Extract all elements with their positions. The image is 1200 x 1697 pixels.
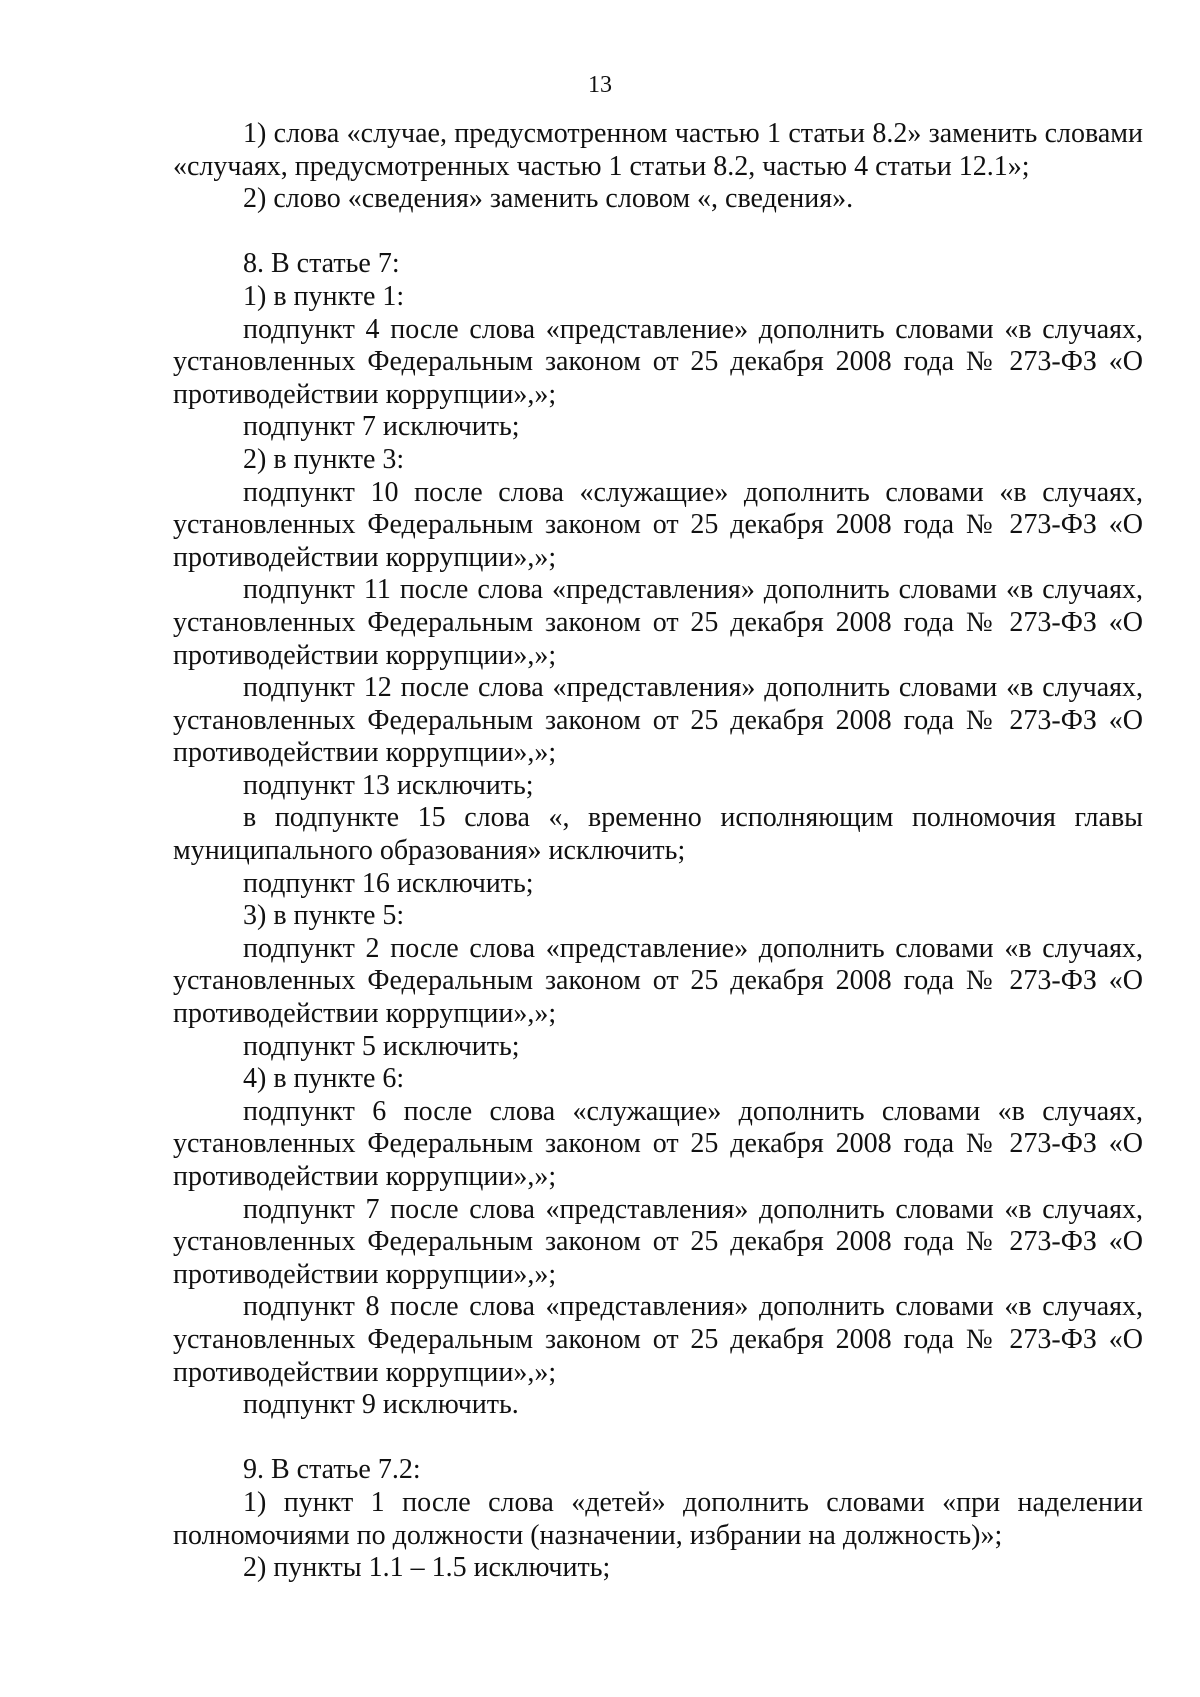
section-heading: 9. В статье 7.2: (243, 1454, 421, 1486)
paragraph: подпункт 6 после слова «служащие» дополнить словами «в случаях, установленных Федеральным законом от 25 декабря 2008 года № 273-ФЗ «О противодействии коррупции»,»; (173, 1095, 1143, 1192)
paragraph: подпункт 16 исключить; (243, 867, 534, 899)
paragraph: подпункт 10 после слова «служащие» дополнить словами «в случаях, установленных Федеральным законом от 25 декабря 2008 года № 273-ФЗ «О противодействии коррупции»,»; (173, 476, 1143, 573)
paragraph: подпункт 2 после слова «представление» дополнить словами «в случаях, установленных Федеральным законом от 25 декабря 2008 года № 273-ФЗ «О противодействии коррупции»,»; (173, 932, 1143, 1030)
paragraph: 2) пункты 1.1 – 1.5 исключить; (243, 1552, 611, 1584)
paragraph: 3) в пункте 5: (243, 900, 405, 932)
document-body (173, 118, 1143, 1585)
paragraph: 1) в пункте 1: (243, 280, 405, 312)
paragraph: в подпункте 15 слова «, временно исполняющим полномочия главы муниципального образования» исключить; (173, 802, 1143, 867)
paragraph: подпункт 13 исключить; (243, 769, 534, 801)
paragraph: 1) пункт 1 после слова «детей» дополнить словами «при наделении полномочиями по должности (назначении, избрании на должность)»; (173, 1486, 1143, 1551)
paragraph: подпункт 11 после слова «представления» дополнить словами «в случаях, установленных Федеральным законом от 25 декабря 2008 года № 273-ФЗ «О противодействии коррупции»,»; (173, 574, 1143, 671)
paragraph: 1) слова «случае, предусмотренном частью 1 статьи 8.2» заменить словами «случаях, предусмотренных частью 1 статьи 8.2, частью 4 статьи 12.1»; (173, 118, 1143, 182)
paragraph: подпункт 8 после слова «представления» дополнить словами «в случаях, установленных Федеральным законом от 25 декабря 2008 года № 273-ФЗ «О противодействии коррупции»,»; (173, 1291, 1143, 1388)
paragraph: подпункт 4 после слова «представление» дополнить словами «в случаях, установленных Федеральным законом от 25 декабря 2008 года № 273-ФЗ «О противодействии коррупции»,»; (173, 313, 1143, 410)
paragraph: 2) слово «сведения» заменить словом «, сведения». (243, 183, 854, 215)
page-number: 13 (588, 72, 612, 98)
paragraph: подпункт 9 исключить. (243, 1389, 519, 1421)
paragraph: 4) в пункте 6: (243, 1063, 405, 1095)
paragraph: подпункт 12 после слова «представления» дополнить словами «в случаях, установленных Федеральным законом от 25 декабря 2008 года № 273-ФЗ «О противодействии коррупции»,»; (173, 672, 1143, 769)
paragraph: подпункт 7 после слова «представления» дополнить словами «в случаях, установленных Федеральным законом от 25 декабря 2008 года № 273-ФЗ «О противодействии коррупции»,»; (173, 1193, 1143, 1290)
paragraph: 2) в пункте 3: (243, 443, 405, 475)
section-heading: 8. В статье 7: (243, 248, 400, 280)
paragraph: подпункт 7 исключить; (243, 411, 520, 443)
paragraph: подпункт 5 исключить; (243, 1030, 520, 1062)
